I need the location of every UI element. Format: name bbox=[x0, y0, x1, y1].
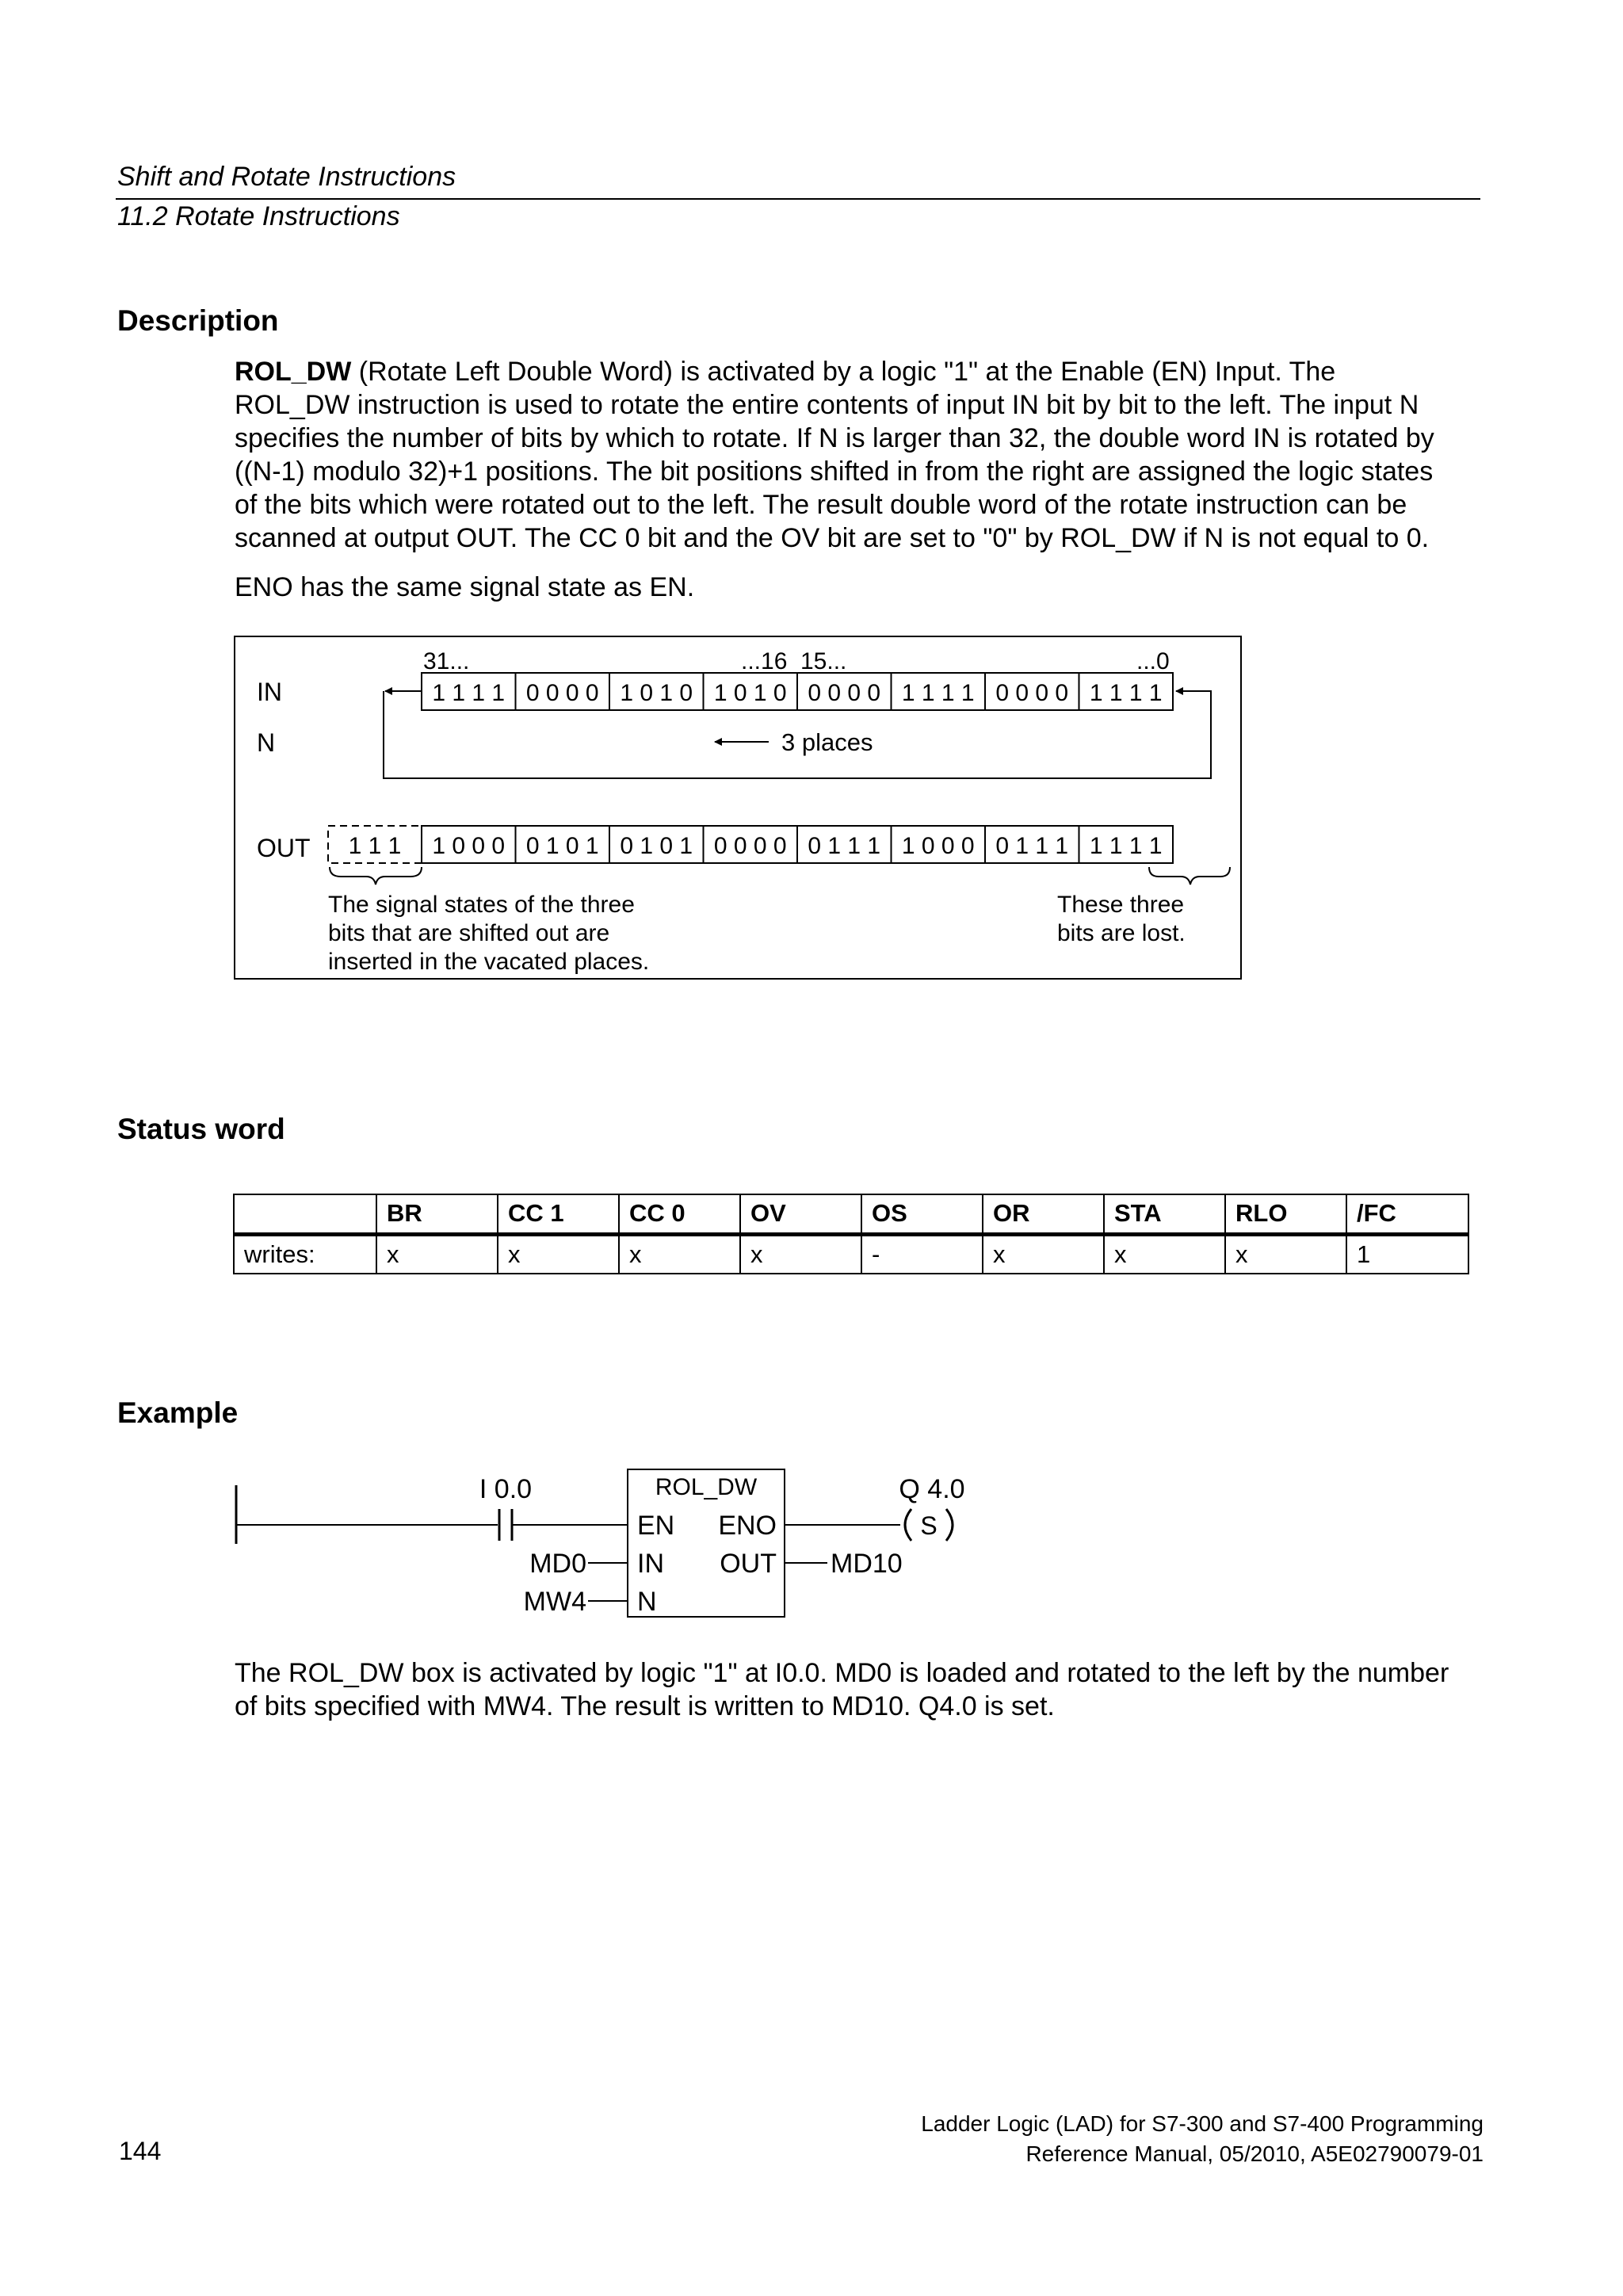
table-cell: - bbox=[861, 1234, 983, 1274]
table-header-cell: CC 0 bbox=[619, 1194, 740, 1234]
table-cell: x bbox=[376, 1234, 498, 1274]
out-register-nibble: 0 1 1 1 bbox=[995, 833, 1069, 859]
in-register bbox=[422, 673, 1173, 710]
footer-line1: Ladder Logic (LAD) for S7-300 and S7-400 Programming bbox=[921, 2111, 1484, 2136]
footer-line2: Reference Manual, 05/2010, A5E02790079-01 bbox=[1025, 2141, 1484, 2166]
bit15-label: 15... bbox=[800, 648, 847, 674]
coil-icon bbox=[946, 1509, 953, 1541]
out-register-nibble: 1 1 1 1 bbox=[1089, 833, 1163, 859]
coil-label: Q 4.0 bbox=[899, 1474, 965, 1504]
eno-paragraph: ENO has the same signal state as EN. bbox=[235, 572, 695, 602]
n-operand: MW4 bbox=[523, 1587, 586, 1617]
note-right-line: These three bbox=[1057, 892, 1185, 918]
page-number: 144 bbox=[119, 2137, 162, 2165]
example-line: The ROL_DW box is activated by logic "1" at I0.0. MD0 is loaded and rotated to the left by the number bbox=[235, 1658, 1449, 1688]
pin-eno: ENO bbox=[718, 1511, 777, 1541]
contact-label: I 0.0 bbox=[479, 1474, 533, 1504]
pin-n: N bbox=[637, 1587, 657, 1617]
table-cell: 1 bbox=[1346, 1234, 1468, 1274]
table-header-cell bbox=[234, 1194, 376, 1234]
out-register-nibble: 0 0 0 0 bbox=[713, 833, 787, 859]
table-header-cell: OR bbox=[983, 1194, 1104, 1234]
table-row bbox=[234, 1234, 1468, 1274]
description-line: specifies the number of bits by which to rotate. If N is larger than 32, the double word IN is rotated by bbox=[235, 423, 1434, 453]
table-header-cell: RLO bbox=[1225, 1194, 1346, 1234]
table-header-cell: STA bbox=[1104, 1194, 1225, 1234]
in-row-label: IN bbox=[257, 678, 282, 706]
example-heading: Example bbox=[117, 1396, 239, 1429]
out-register bbox=[422, 826, 1173, 863]
table-cell: x bbox=[1104, 1234, 1225, 1274]
out-register-nibble: 1 0 0 0 bbox=[432, 833, 506, 859]
in-register-nibble: 0 0 0 0 bbox=[995, 680, 1069, 706]
table-header-cell: OV bbox=[740, 1194, 861, 1234]
in-register-nibble: 0 0 0 0 bbox=[525, 680, 599, 706]
bit31-label: 31... bbox=[423, 648, 470, 674]
table-cell: x bbox=[740, 1234, 861, 1274]
out-register-nibble: 0 1 0 1 bbox=[525, 833, 599, 859]
in-register-nibble: 1 0 1 0 bbox=[620, 680, 693, 706]
ladder-diagram bbox=[0, 1427, 1623, 1633]
coil-icon bbox=[905, 1509, 911, 1541]
description-line: ROL_DW (Rotate Left Double Word) is activated by a logic "1" at the Enable (EN) Input. The bbox=[235, 357, 1336, 387]
places-label: 3 places bbox=[781, 728, 873, 756]
in-operand: MD0 bbox=[529, 1549, 586, 1579]
coil-symbol: S bbox=[920, 1511, 938, 1540]
example-paragraph bbox=[235, 1656, 1449, 1723]
table-header-cell: BR bbox=[376, 1194, 498, 1234]
description-line: ROL_DW instruction is used to rotate the entire contents of input IN bit by bit to the left. The input N bbox=[235, 390, 1419, 420]
table-cell: x bbox=[983, 1234, 1104, 1274]
table-header-cell: CC 1 bbox=[498, 1194, 619, 1234]
in-register-nibble: 1 0 1 0 bbox=[713, 680, 787, 706]
description-line: ((N-1) modulo 32)+1 positions. The bit positions shifted in from the right are assigned the logic states bbox=[235, 457, 1434, 487]
note-left-line: The signal states of the three bbox=[328, 892, 635, 918]
right-brace bbox=[1149, 867, 1230, 884]
note-right-line: bits are lost. bbox=[1057, 920, 1186, 946]
description-line: of the bits which were rotated out to the left. The result double word of the rotate instruction can be bbox=[235, 490, 1407, 520]
out-register-nibble: 0 1 0 1 bbox=[620, 833, 693, 859]
rotate-diagram bbox=[0, 0, 1623, 1030]
status-word-table bbox=[233, 1194, 1469, 1274]
header-section: 11.2 Rotate Instructions bbox=[117, 201, 400, 231]
table-cell: x bbox=[1225, 1234, 1346, 1274]
in-register-nibble: 1 1 1 1 bbox=[432, 680, 506, 706]
in-register-nibble: 1 1 1 1 bbox=[901, 680, 975, 706]
note-left-line: bits that are shifted out are bbox=[328, 920, 610, 946]
pin-in: IN bbox=[637, 1549, 664, 1579]
out-register-nibble: 0 1 1 1 bbox=[808, 833, 881, 859]
note-left-line: inserted in the vacated places. bbox=[328, 949, 650, 975]
bit0-label: ...0 bbox=[1136, 648, 1170, 674]
header-chapter: Shift and Rotate Instructions bbox=[117, 162, 456, 192]
pin-out: OUT bbox=[720, 1549, 777, 1579]
out-row-label: OUT bbox=[257, 834, 311, 862]
table-header-cell: OS bbox=[861, 1194, 983, 1234]
bit16-label: ...16 bbox=[741, 648, 788, 674]
table-header-cell: /FC bbox=[1346, 1194, 1468, 1234]
status-word-heading: Status word bbox=[117, 1113, 285, 1145]
in-register-nibble: 1 1 1 1 bbox=[1089, 680, 1163, 706]
in-register-nibble: 0 0 0 0 bbox=[808, 680, 881, 706]
description-line: scanned at output OUT. The CC 0 bit and the OV bit are set to "0" by ROL_DW if N is not equal to 0. bbox=[235, 523, 1430, 553]
n-row-label: N bbox=[257, 728, 276, 757]
table-cell: x bbox=[498, 1234, 619, 1274]
description-heading: Description bbox=[117, 304, 279, 337]
table-cell: x bbox=[619, 1234, 740, 1274]
example-line: of bits specified with MW4. The result is written to MD10. Q4.0 is set. bbox=[235, 1691, 1055, 1721]
table-cell: writes: bbox=[234, 1234, 376, 1274]
lost-bits-value: 1 1 1 bbox=[348, 833, 402, 859]
pin-en: EN bbox=[637, 1511, 675, 1541]
left-brace bbox=[330, 867, 422, 884]
out-register-nibble: 1 0 0 0 bbox=[901, 833, 975, 859]
box-title: ROL_DW bbox=[655, 1474, 758, 1500]
table-header-row bbox=[234, 1194, 1468, 1234]
out-operand: MD10 bbox=[831, 1549, 903, 1579]
